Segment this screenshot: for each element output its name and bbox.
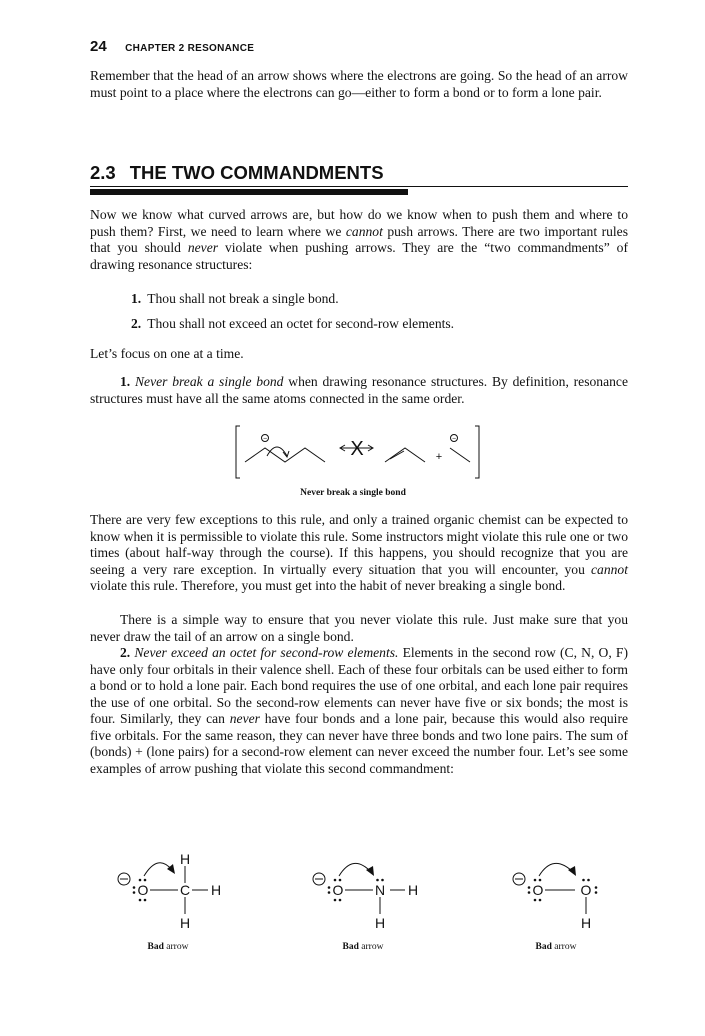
atom-label: C <box>179 882 191 898</box>
running-head: CHAPTER 2 RESONANCE <box>125 43 255 54</box>
atom-label: H <box>179 851 191 867</box>
rule2-paragraph <box>90 645 628 777</box>
double-bond-line <box>390 451 404 459</box>
text-span: There are very few exceptions to this rule, and only a trained organic chemist can be expected to know when it is permissible to violate this rule. Some instructors might violate this rule one or two times (about half-way through the course). If this happens, you should recognize that you are seeing a very rare exception. In virtually every situation that you will encounter, you <box>90 512 628 577</box>
caption-bold: Bad <box>535 942 552 952</box>
atom-label: H <box>210 882 222 898</box>
focus-line: Let’s focus on one at a time. <box>90 346 244 361</box>
text-span: violate when pushing arrows. They are the “two commandments” of drawing resonance structures: <box>90 240 629 272</box>
section-title: THE TWO COMMANDMENTS <box>129 162 384 183</box>
emphasis: Never break a single bond <box>134 374 284 389</box>
methyl-fragment <box>450 448 470 462</box>
atom-label: O <box>580 882 592 898</box>
caption-text: arrow <box>358 942 384 952</box>
left-bracket <box>236 426 240 478</box>
emphasis: cannot <box>345 223 383 239</box>
atom-label: O <box>532 882 544 898</box>
text-span: Elements in the second row (C, N, O, F) have only four orbitals in their valence shell. Each of these four orbitals can be used either to form a bond or to hold a lone pair. Each bond requires the use of one orbital, and each lone pair requires the use of one orbital. So the second-row elements can never have five or six bonds; the most is four. Similarly, they can <box>90 645 628 726</box>
caption-text: arrow <box>163 942 189 952</box>
example-caption-3 <box>516 942 596 952</box>
plus-sign: + <box>435 451 443 463</box>
arrowhead-icon <box>568 866 576 876</box>
rule-number: 2. <box>131 316 142 331</box>
right-bracket <box>475 426 479 478</box>
rule1-paragraph <box>90 374 628 407</box>
page-header <box>90 38 254 56</box>
bad-arrow-example-3 <box>505 850 625 938</box>
emphasis: cannot <box>591 561 628 577</box>
caption-bold: Bad <box>147 942 164 952</box>
example-caption-2 <box>323 942 403 952</box>
commandments-intro-paragraph <box>90 207 628 273</box>
atom-label: H <box>374 915 386 931</box>
figure-caption: Never break a single bond <box>300 488 406 498</box>
curved-arrow <box>539 863 573 876</box>
rule-text: Thou shall not break a single bond. <box>147 291 339 306</box>
atom-label: N <box>374 882 386 898</box>
allyl-fragment <box>385 448 425 462</box>
text-span: Now we know what curved arrows are, but how do we know when to push them and where to push them? First, we need to learn where we <box>90 207 628 239</box>
bad-arrow-example-1 <box>110 850 230 938</box>
rule-number: 1. <box>120 374 131 389</box>
text-span: have four bonds and a lone pair, because this would also require five orbitals. For the same reason, they can never have three bonds and two lone pairs. The sum of (bonds) + (lone pairs) for a second-row element can never exceed the number four. Let’s see some examples of arrow pushing that violate this second commandment: <box>90 711 628 776</box>
exceptions-paragraph <box>90 512 628 595</box>
heading-rule <box>90 186 628 187</box>
rule-item-2 <box>131 316 454 333</box>
rule-number: 2. <box>120 645 131 660</box>
atom-label: H <box>580 915 592 931</box>
example-caption-1 <box>128 942 208 952</box>
text-span: when drawing resonance structures. By definition, resonance structures must have all the same atoms connected in the same order. <box>90 374 628 406</box>
intro-paragraph: Remember that the head of an arrow shows where the electrons are going. So the head of an arrow must point to a place where the electrons can go—either to form a bond or to form a lone pair. <box>90 68 628 100</box>
rule-number: 1. <box>131 291 142 306</box>
text-span: violate this rule. Therefore, you must get into the habit of never breaking a single bond. <box>90 578 566 593</box>
atom-label: O <box>137 882 149 898</box>
section-heading <box>90 162 628 184</box>
section-number: 2.3 <box>90 162 116 183</box>
emphasis: Never exceed an octet for second-row elements. <box>134 645 399 660</box>
heading-bar <box>90 189 408 195</box>
rule-item-1 <box>131 291 339 308</box>
single-bond-figure <box>225 420 490 485</box>
caption-bold: Bad <box>342 942 359 952</box>
charge-sign: − <box>262 435 268 443</box>
arrowhead-icon <box>366 866 374 876</box>
page-number: 24 <box>90 38 107 55</box>
cross-mark: X <box>350 438 364 460</box>
atom-label: O <box>332 882 344 898</box>
atom-label: H <box>179 915 191 931</box>
emphasis: never <box>229 711 260 726</box>
curved-arrow <box>339 863 371 876</box>
caption-text: arrow <box>551 942 577 952</box>
rule-text: Thou shall not exceed an octet for second-row elements. <box>147 316 455 331</box>
curved-arrow <box>267 447 287 456</box>
emphasis: never <box>187 240 219 255</box>
atom-label: H <box>407 882 419 898</box>
tip-paragraph: There is a simple way to ensure that you never violate this rule. Just make sure that you never draw the tail of an arrow on a single bond. <box>90 612 628 644</box>
charge-sign: − <box>451 435 457 443</box>
text-span: push arrows. There are two important rules that you should <box>90 223 628 255</box>
bad-arrow-example-2 <box>305 850 425 938</box>
